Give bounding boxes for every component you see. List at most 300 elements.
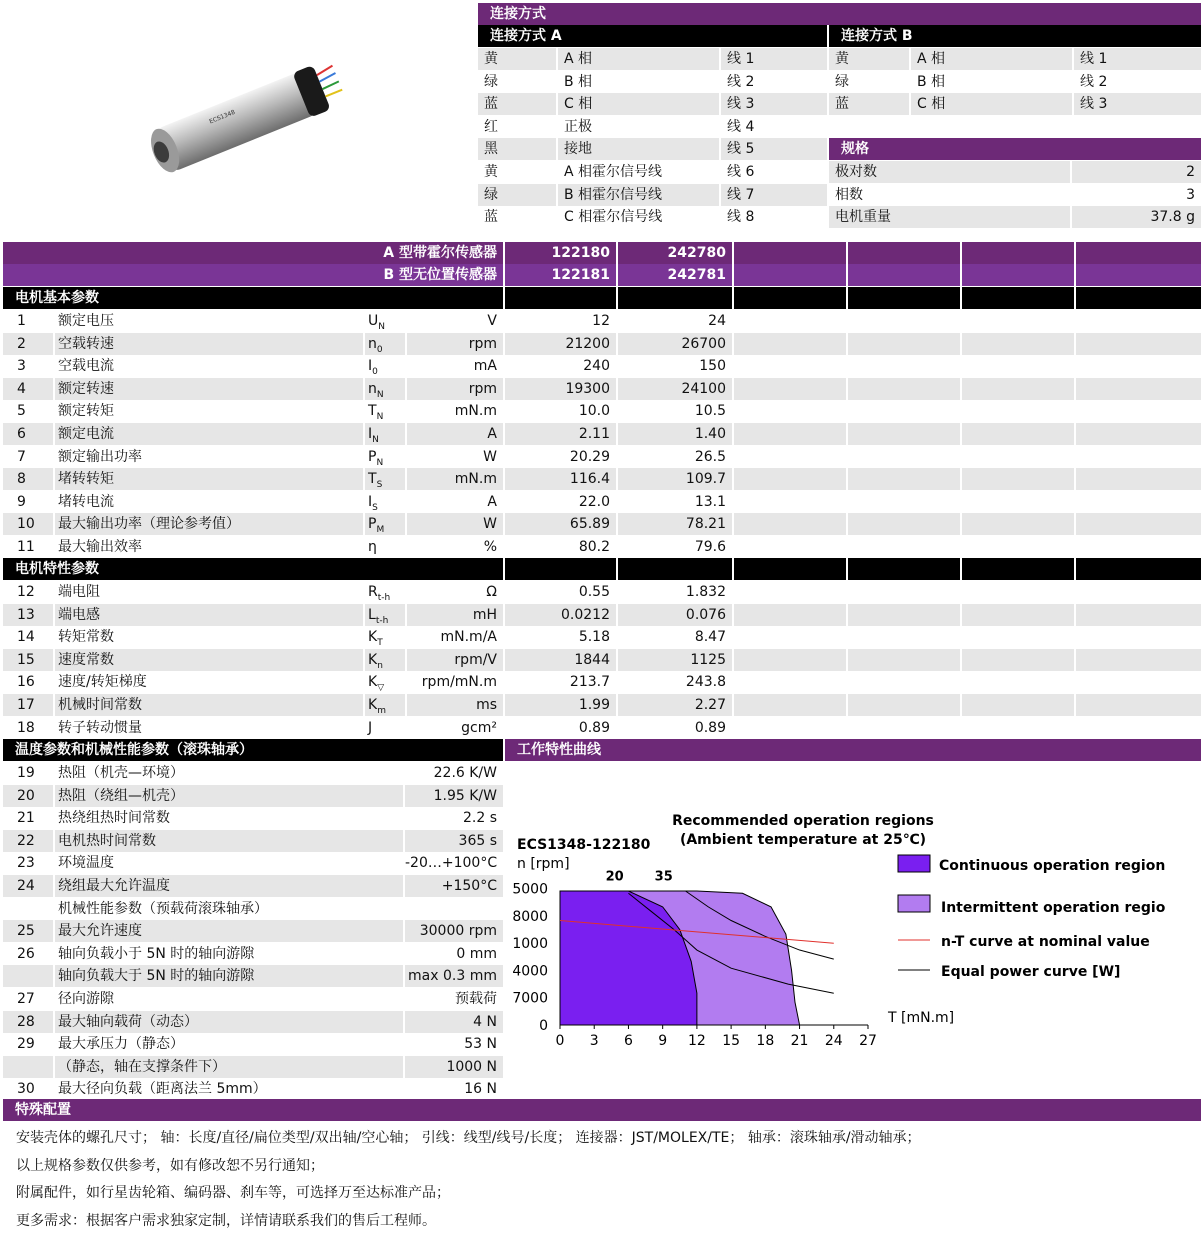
param-number: 18 [17, 719, 35, 736]
param-empty [848, 468, 960, 490]
param-empty [734, 536, 846, 558]
param-empty [962, 355, 1074, 377]
spec-name: 极对数 [829, 161, 1070, 183]
x-tick-label: 18 [756, 1033, 775, 1049]
param-name: 空载电流 [58, 358, 114, 375]
conn-a-phase: 接地 [558, 138, 719, 160]
param-value-1: 20.29 [569, 448, 610, 465]
section-col-block [1076, 287, 1201, 309]
conn-a-wire: 线 1 [721, 48, 827, 70]
param-empty [1076, 491, 1201, 513]
conn-a-wire: 线 6 [727, 164, 755, 180]
param-value-1: 1844 [505, 649, 616, 671]
thermal-value: 53 N [464, 1036, 497, 1053]
legend-intermittent: Intermittent operation regio [941, 900, 1166, 916]
param-symbol: $n_N$ [365, 378, 405, 400]
legend-swatch-continuous [898, 855, 930, 872]
conn-a-title: 连接方式 A [478, 25, 827, 47]
param-empty [734, 400, 846, 422]
param-value-1: 116.4 [505, 468, 616, 490]
section-thermal-params: 温度参数和机械性能参数（滚珠轴承） [3, 739, 503, 761]
param-symbol: J [368, 719, 373, 736]
param-value-2: 26.5 [694, 448, 726, 465]
section-col-block [848, 558, 960, 580]
thermal-name: 电机热时间常数 [55, 830, 403, 852]
param-value-1: 65.89 [505, 513, 616, 535]
param-empty [1076, 333, 1201, 355]
param-symbol-sub: N [378, 321, 385, 332]
thermal-value: max 0.3 mm [405, 965, 503, 987]
param-unit: A [487, 493, 497, 510]
conn-b-phase: B 相 [917, 73, 946, 90]
conn-a-phase: A 相霍尔信号线 [564, 164, 663, 180]
param-empty [734, 468, 846, 490]
legend-power: Equal power curve [W] [941, 964, 1121, 980]
param-empty [962, 513, 1074, 535]
param-name: 堵转转矩 [55, 468, 363, 490]
param-empty [962, 581, 1074, 603]
param-value-2: 10.5 [694, 403, 726, 420]
param-symbol: $n_0$ [365, 333, 405, 355]
type-label-a: A 型带霍尔传感器 [383, 245, 497, 261]
param-value-2: 2.27 [618, 694, 732, 716]
x-tick-label: 9 [658, 1033, 668, 1049]
param-value-2: 24 [708, 313, 726, 329]
section-col-block [962, 558, 1074, 580]
thermal-value: -20…+100°C [405, 855, 498, 872]
product-code: 242781 [667, 267, 726, 283]
param-value-2: 0.076 [618, 604, 732, 626]
param-unit: W [483, 448, 497, 465]
type-label-b: B 型无位置传感器 [383, 267, 497, 283]
motor-illustration [130, 52, 350, 182]
conn-a-color: 绿 [484, 73, 498, 90]
param-number: 16 [17, 674, 35, 691]
param-symbol-sub: t-h [377, 592, 391, 603]
conn-b-wire: 线 1 [1074, 48, 1201, 70]
thermal-name: 径向游隙 [58, 991, 114, 1007]
param-empty [848, 717, 960, 739]
param-empty [848, 378, 960, 400]
param-empty [1076, 536, 1201, 558]
param-empty [848, 671, 960, 693]
param-name: 额定电流 [55, 423, 363, 445]
param-unit: Ω [486, 584, 497, 600]
section-col-block [734, 558, 846, 580]
param-number: 6 [3, 423, 53, 445]
conn-b-phase: C 相 [911, 93, 1072, 115]
param-empty [1076, 694, 1201, 716]
param-unit: rpm/mN.m [421, 674, 497, 691]
param-empty [734, 649, 846, 671]
param-value-1: 19300 [505, 378, 616, 400]
param-value-1: 80.2 [578, 539, 610, 555]
param-empty [848, 694, 960, 716]
param-unit: A [407, 423, 503, 445]
param-symbol-sub: 0 [372, 366, 378, 377]
motor-brand-text: ECS1348 [208, 108, 237, 126]
param-value-2: 78.21 [618, 513, 732, 535]
conn-a-color: 绿 [478, 184, 556, 206]
param-value-2: 26700 [618, 333, 732, 355]
param-empty [734, 378, 846, 400]
param-unit: rpm [407, 378, 503, 400]
param-value-1: 0.0212 [505, 604, 616, 626]
section-col-block [505, 287, 616, 309]
spec-value: 2 [1072, 161, 1201, 183]
param-symbol: $I_0$ [368, 358, 378, 377]
param-name: 机械时间常数 [55, 694, 363, 716]
column-divider [846, 242, 848, 286]
spec-name: 相数 [835, 186, 863, 203]
y-tick-label: 7000 [512, 990, 548, 1007]
y-tick-label: 1000 [512, 936, 548, 953]
param-value-1: 0.89 [578, 719, 610, 736]
conn-a-wire: 线 7 [721, 184, 827, 206]
thermal-value: 365 s [405, 830, 503, 852]
param-name: 额定转速 [55, 378, 363, 400]
param-empty [962, 423, 1074, 445]
param-empty [1076, 513, 1201, 535]
conn-a-color: 蓝 [478, 93, 556, 115]
param-empty [1076, 423, 1201, 445]
param-value-1: 12 [592, 313, 610, 329]
param-symbol: η [368, 539, 377, 555]
chart-subtitle: (Ambient temperature at 25℃) [679, 832, 927, 848]
param-empty [1076, 400, 1201, 422]
param-empty [734, 491, 846, 513]
thermal-number: 25 [3, 920, 53, 942]
param-empty [848, 581, 960, 603]
param-symbol-sub: ▽ [377, 683, 385, 694]
special-note-line: 以上规格参数仅供参考，如有修改恕不另行通知； [16, 1157, 324, 1174]
conn-a-color: 红 [484, 118, 498, 135]
param-symbol-sub: N [376, 412, 384, 423]
x-tick-label: 24 [824, 1033, 843, 1049]
thermal-number [3, 1056, 53, 1078]
param-number: 1 [17, 313, 26, 329]
param-value-2: 24100 [618, 378, 732, 400]
spec-value: 3 [1186, 186, 1195, 203]
param-empty [734, 694, 846, 716]
param-empty [1076, 446, 1201, 468]
param-unit: rpm [407, 333, 503, 355]
conn-a-wire: 线 8 [727, 209, 755, 226]
param-symbol: $U_N$ [368, 313, 385, 332]
x-axis-label: T [mN.m] [888, 1010, 955, 1026]
thermal-number: 30 [17, 1081, 35, 1098]
param-empty [962, 468, 1074, 490]
param-empty [962, 378, 1074, 400]
thermal-name: 绕组最大允许温度 [55, 875, 403, 897]
conn-a-color: 蓝 [484, 209, 498, 226]
param-value-1: 5.18 [578, 629, 610, 646]
param-value-2: 79.6 [694, 539, 726, 555]
param-empty [734, 446, 846, 468]
param-empty [734, 626, 846, 648]
thermal-value: 预载荷 [455, 991, 497, 1007]
param-name: 额定输出功率 [58, 448, 142, 465]
param-empty [962, 649, 1074, 671]
param-unit: mN.m [407, 468, 503, 490]
param-symbol: $K_m$ [365, 694, 405, 716]
param-empty [734, 333, 846, 355]
param-symbol-sub: N [376, 457, 384, 468]
conn-a-color: 黑 [478, 138, 556, 160]
y-axis-label: n [rpm] [517, 856, 570, 872]
param-number: 17 [3, 694, 53, 716]
section-col-block [734, 287, 846, 309]
thermal-name: 热阻（绕组—机壳） [55, 785, 403, 807]
legend-continuous: Continuous operation region [939, 858, 1166, 874]
conn-b-wire: 线 3 [1074, 93, 1201, 115]
thermal-value: 22.6 K/W [433, 765, 497, 781]
thermal-value: 0 mm [456, 945, 497, 962]
param-unit: rpm/V [407, 649, 503, 671]
param-symbol-sub: t-h [375, 615, 389, 626]
param-unit: % [483, 539, 497, 555]
y-tick-label: 0 [539, 1018, 548, 1034]
curve-label-35: 35 [654, 869, 673, 885]
section-char-params: 电机特性参数 [3, 558, 503, 580]
thermal-value: 4 N [405, 1011, 503, 1033]
param-value-2: 150 [699, 358, 726, 375]
param-number: 9 [17, 493, 26, 510]
param-symbol: $L_{t-h}$ [365, 604, 405, 626]
param-empty [848, 626, 960, 648]
param-symbol-sub: m [377, 705, 386, 716]
conn-a-phase: B 相 [564, 73, 593, 90]
conn-a-wire: 线 3 [721, 93, 827, 115]
param-symbol: $I_N$ [365, 423, 405, 445]
param-number: 13 [3, 604, 53, 626]
param-name: 堵转电流 [58, 493, 114, 510]
conn-b-title: 连接方式 B [829, 25, 1201, 47]
thermal-name: 环境温度 [58, 855, 114, 872]
param-unit: mN.m/A [440, 629, 497, 646]
param-value-2: 243.8 [685, 674, 726, 691]
thermal-number: 23 [17, 855, 35, 872]
special-note-line: 附属配件，如行星齿轮箱、编码器、刹车等，可选择万至达标准产品； [16, 1185, 450, 1201]
conn-a-wire: 线 5 [721, 138, 827, 160]
param-unit: W [407, 513, 503, 535]
param-name: 最大输出效率 [58, 539, 142, 555]
thermal-value: 1000 N [405, 1056, 503, 1078]
product-code: 122180 [551, 245, 610, 261]
column-divider [616, 242, 618, 286]
param-value-2: 8.47 [694, 629, 726, 646]
param-empty [848, 333, 960, 355]
x-tick-label: 3 [589, 1033, 599, 1049]
param-value-1: 1.99 [505, 694, 616, 716]
param-value-1: 240 [583, 358, 610, 375]
param-empty [734, 513, 846, 535]
param-symbol: $K_T$ [368, 629, 383, 648]
param-symbol: $P_N$ [368, 448, 384, 468]
param-empty [962, 717, 1074, 739]
param-value-1: 21200 [505, 333, 616, 355]
operation-chart [505, 762, 1201, 1098]
conn-a-wire: 线 2 [727, 73, 755, 90]
param-empty [962, 333, 1074, 355]
param-empty [1076, 649, 1201, 671]
special-title: 特殊配置 [3, 1099, 1201, 1121]
thermal-number: 29 [17, 1036, 35, 1053]
param-empty [962, 536, 1074, 558]
param-value-2: 109.7 [618, 468, 732, 490]
x-tick-label: 6 [623, 1033, 633, 1049]
section-col-block [1076, 558, 1201, 580]
param-symbol: $T_S$ [365, 468, 405, 490]
param-name: 转子转动惯量 [58, 719, 142, 736]
param-unit: mA [473, 358, 497, 375]
param-value-1: 10.0 [578, 403, 610, 420]
param-empty [848, 446, 960, 468]
thermal-value: 1.95 K/W [405, 785, 503, 807]
thermal-name: 热绕组热时间常数 [58, 810, 170, 827]
conn-title: 连接方式 [478, 3, 1201, 25]
spec-name: 电机重量 [829, 206, 1070, 228]
special-note-line: 安装壳体的螺孔尺寸； 轴：长度/直径/扁位类型/双出轴/空心轴； 引线：线型/线号/长度； 连接器：JST/MOLEX/TE； 轴承：滚珠轴承/滑动轴承； [16, 1130, 921, 1146]
thermal-name: 轴向负载大于 5N 时的轴向游隙 [55, 965, 403, 987]
param-empty [734, 671, 846, 693]
param-empty [1076, 378, 1201, 400]
param-empty [962, 310, 1074, 332]
section-col-block [505, 558, 616, 580]
param-empty [848, 513, 960, 535]
param-number: 10 [3, 513, 53, 535]
param-empty [734, 355, 846, 377]
thermal-name: （静态，轴在支撑条件下） [55, 1056, 403, 1078]
param-unit: gcm² [461, 719, 497, 736]
param-symbol-sub: 0 [376, 344, 383, 355]
thermal-value: +150°C [405, 875, 503, 897]
x-tick-label: 21 [790, 1033, 809, 1049]
product-code: 122181 [551, 267, 610, 283]
param-empty [848, 400, 960, 422]
param-symbol-sub: n [377, 660, 383, 671]
x-tick-label: 0 [555, 1033, 565, 1049]
param-symbol: $R_{t-h}$ [368, 584, 391, 603]
column-divider [960, 242, 962, 286]
param-empty [734, 604, 846, 626]
thermal-value: 16 N [464, 1081, 497, 1098]
param-value-1: 22.0 [578, 493, 610, 510]
param-number: 15 [3, 649, 53, 671]
thermal-number: 24 [3, 875, 53, 897]
param-value-2: 1.40 [618, 423, 732, 445]
thermal-name: 最大允许速度 [55, 920, 403, 942]
curve-label-20: 20 [605, 869, 624, 885]
thermal-number: 21 [17, 810, 35, 827]
param-unit: ms [407, 694, 503, 716]
param-value-1: 2.11 [505, 423, 616, 445]
column-divider [503, 242, 505, 286]
param-name: 速度/转矩梯度 [58, 674, 147, 691]
param-name: 端电感 [55, 604, 363, 626]
section-col-block [962, 287, 1074, 309]
conn-b-phase: A 相 [911, 48, 1072, 70]
param-unit: mH [407, 604, 503, 626]
thermal-value [405, 898, 503, 920]
special-note-line: 更多需求：根据客户需求独家定制，详情请联系我们的售后工程师。 [16, 1212, 436, 1229]
param-empty [1076, 581, 1201, 603]
conn-b-wire: 线 2 [1080, 73, 1108, 90]
param-empty [1076, 604, 1201, 626]
param-empty [848, 536, 960, 558]
param-value-2: 1.832 [685, 584, 726, 600]
param-symbol-sub: S [376, 479, 383, 490]
section-basic-params: 电机基本参数 [3, 287, 503, 309]
param-empty [848, 310, 960, 332]
param-value-2: 0.89 [694, 719, 726, 736]
section-curve: 工作特性曲线 [505, 739, 1201, 761]
param-symbol: $P_M$ [365, 513, 405, 535]
chart-model: ECS1348-122180 [517, 837, 651, 853]
product-code: 242780 [667, 245, 726, 261]
y-tick-label: 5000 [512, 881, 548, 898]
param-empty [848, 604, 960, 626]
operation-chart-svg [505, 762, 1201, 1098]
param-name: 端电阻 [58, 584, 100, 600]
param-name: 空载转速 [55, 333, 363, 355]
thermal-number: 20 [3, 785, 53, 807]
thermal-name: 最大径向负载（距离法兰 5mm） [58, 1081, 267, 1098]
param-empty [962, 671, 1074, 693]
param-symbol: $K_n$ [365, 649, 405, 671]
spec-value: 37.8 g [1072, 206, 1201, 228]
x-tick-label: 27 [859, 1033, 877, 1049]
thermal-number [3, 965, 53, 987]
param-number: 4 [3, 378, 53, 400]
legend-nt: n-T curve at nominal value [941, 934, 1150, 950]
param-symbol-sub: N [376, 389, 384, 400]
param-symbol-sub: S [372, 502, 378, 513]
param-empty [848, 491, 960, 513]
thermal-number: 26 [17, 945, 35, 962]
param-empty [962, 446, 1074, 468]
param-empty [962, 626, 1074, 648]
param-empty [848, 423, 960, 445]
param-number: 7 [17, 448, 26, 465]
param-empty [1076, 717, 1201, 739]
param-symbol-sub: T [377, 637, 383, 648]
param-empty [962, 400, 1074, 422]
conn-a-color: 黄 [478, 48, 556, 70]
thermal-name: 最大承压力（静态） [58, 1036, 184, 1053]
param-empty [848, 355, 960, 377]
param-number: 2 [3, 333, 53, 355]
param-value-1: 0.55 [578, 584, 610, 600]
param-number: 12 [17, 584, 35, 600]
thermal-name: 机械性能参数（预载荷滚珠轴承） [58, 900, 268, 917]
y-tick-label: 4000 [512, 963, 548, 980]
param-name: 额定转矩 [58, 403, 114, 420]
conn-a-phase: 正极 [564, 118, 592, 135]
thermal-number: 27 [17, 991, 35, 1007]
param-empty [1076, 310, 1201, 332]
thermal-value: 2.2 s [462, 810, 497, 827]
section-col-block [848, 287, 960, 309]
param-symbol-sub: M [376, 525, 385, 536]
section-col-block [618, 558, 732, 580]
thermal-name: 最大轴向载荷（动态） [55, 1011, 403, 1033]
param-name: 最大输出功率（理论参考值） [55, 513, 363, 535]
column-divider [1074, 242, 1076, 286]
conn-a-phase: A 相 [558, 48, 719, 70]
param-empty [962, 604, 1074, 626]
param-empty [734, 581, 846, 603]
